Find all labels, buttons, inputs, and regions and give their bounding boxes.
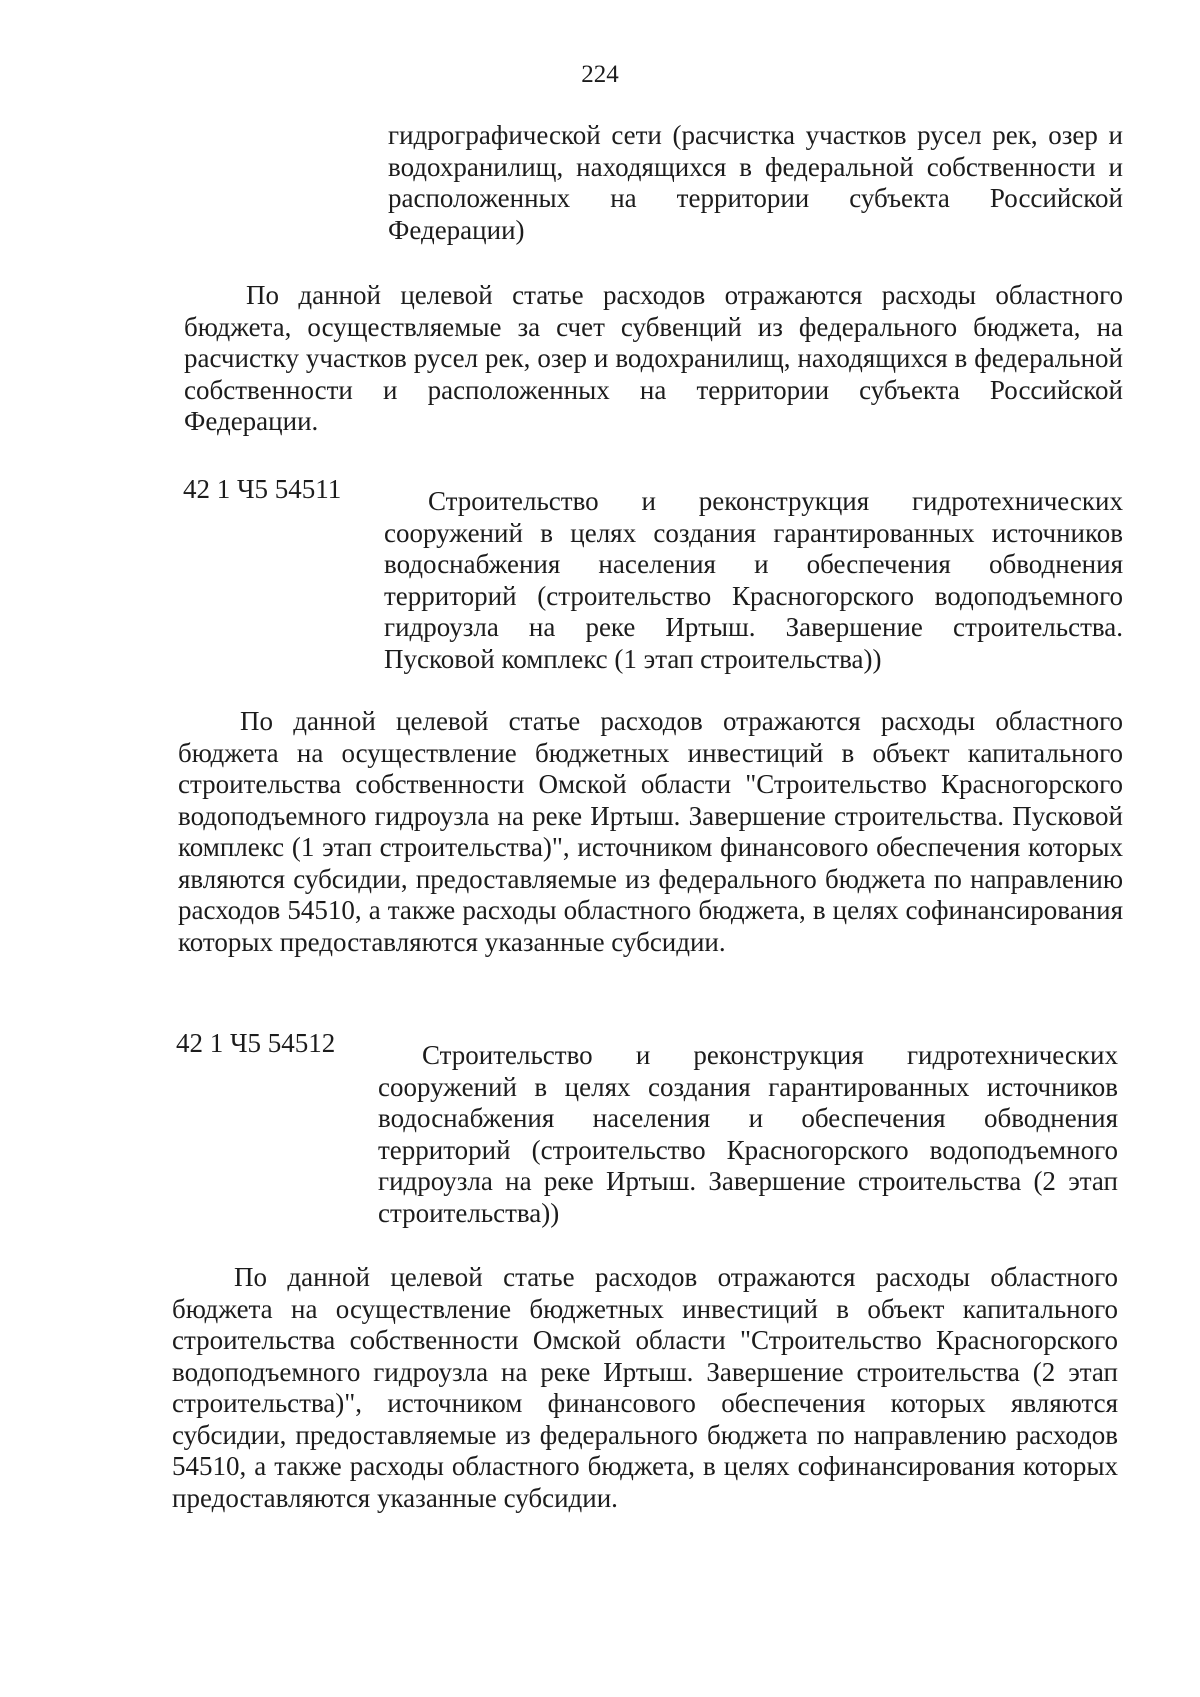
article-title-1: Строительство и реконструкция гидротехнических сооружений в целях создания гарантированных источников водоснабжения населения и обеспечения обводнения территорий (строительство Красногорского водоподъемного гидроузла на реке Иртыш. Завершение строительства. Пусковой комплекс (1 этап строительства))	[384, 486, 1123, 674]
intro-article-description: По данной целевой статье расходов отражаются расходы областного бюджета, осуществляемые за счет субвенций из федерального бюджета, на расчистку участков русел рек, озер и водохранилищ, находящихся в федеральной собственности и расположенных на территории субъекта Российской Федерации.	[184, 280, 1123, 436]
page-number: 224	[581, 61, 619, 88]
article-code-2: 42 1 Ч5 54512	[176, 1028, 336, 1058]
article-title-2: Строительство и реконструкция гидротехнических сооружений в целях создания гарантированных источников водоснабжения населения и обеспечения обводнения территорий (строительство Красногорского водоподъемного гидроузла на реке Иртыш. Завершение строительства (2 этап строительства))	[378, 1040, 1118, 1228]
article-description-1: По данной целевой статье расходов отражаются расходы областного бюджета на осуществление бюджетных инвестиций в объект капитального строительства собственности Омской области "Строительство Красногорского водоподъемного гидроузла на реке Иртыш. Завершение строительства. Пусковой комплекс (1 этап строительства)", источником финансового обеспечения которых являются субсидии, предоставляемые из федерального бюджета по направлению расходов 54510, а также расходы областного бюджета, в целях софинансирования которых предоставляются указанные субсидии.	[178, 706, 1123, 957]
article-description-2: По данной целевой статье расходов отражаются расходы областного бюджета на осуществление бюджетных инвестиций в объект капитального строительства собственности Омской области "Строительство Красногорского водоподъемного гидроузла на реке Иртыш. Завершение строительства (2 этап строительства)", источником финансового обеспечения которых являются субсидии, предоставляемые из федерального бюджета по направлению расходов 54510, а также расходы областного бюджета, в целях софинансирования которых предоставляются указанные субсидии.	[172, 1262, 1118, 1513]
intro-article-title: гидрографической сети (расчистка участков русел рек, озер и водохранилищ, находящихся в федеральной собственности и расположенных на территории субъекта Российской Федерации)	[388, 120, 1123, 245]
article-code-1: 42 1 Ч5 54511	[183, 474, 342, 504]
